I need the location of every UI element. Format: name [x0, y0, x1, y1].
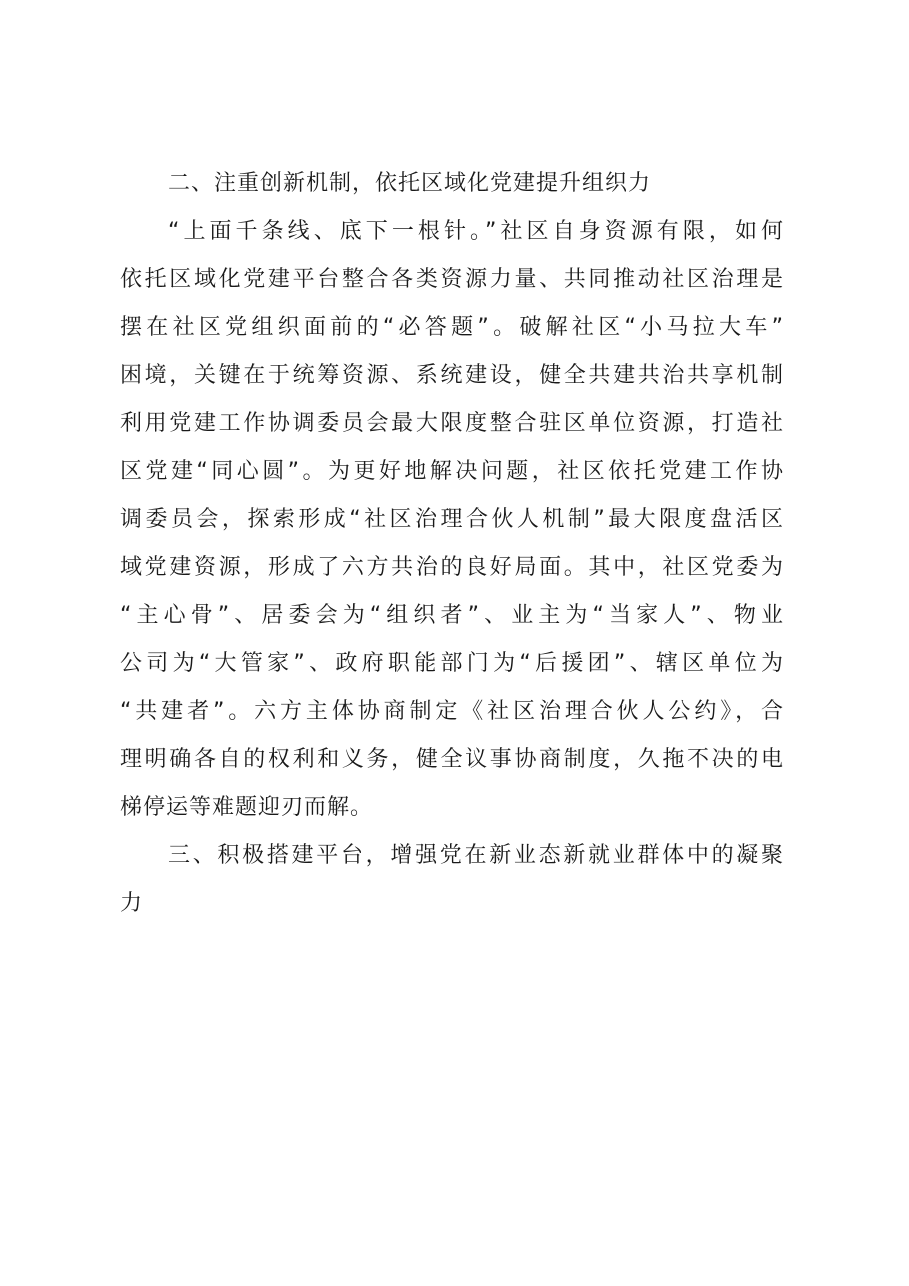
paragraph-line: 域党建资源，形成了六方共治的良好局面。其中，社区党委为 — [120, 555, 784, 580]
paragraph-line: 依托区域化党建平台整合各类资源力量、共同推动社区治理是 — [120, 267, 784, 292]
paragraph-line: 公司为“大管家”、政府职能部门为“后援团”、辖区单位为 — [120, 651, 784, 676]
paragraph-line: 梯停运等难题迎刃而解。 — [120, 795, 374, 820]
section-2-paragraph — [120, 208, 784, 832]
paragraph-line: 困境，关键在于统筹资源、系统建设，健全共建共治共享机制 — [120, 363, 784, 388]
paragraph-line: 调委员会，探索形成“社区治理合伙人机制”最大限度盘活区 — [120, 507, 784, 532]
paragraph-line: “上面千条线、底下一根针。”社区自身资源有限，如何 — [168, 219, 784, 244]
paragraph-line: “主心骨”、居委会为“组织者”、业主为“当家人”、物业 — [120, 603, 784, 628]
paragraph-line: 理明确各自的权利和义务，健全议事协商制度，久拖不决的电 — [120, 747, 784, 772]
section-3-heading-line: 三、积极搭建平台，增强党在新业态新就业群体中的凝聚 — [168, 843, 784, 868]
paragraph-line: 区党建“同心圆”。为更好地解决问题，社区依托党建工作协 — [120, 459, 784, 484]
section-2-heading: 二、注重创新机制，依托区域化党建提升组织力 — [168, 171, 652, 196]
section-3-heading — [120, 832, 784, 928]
paragraph-line: “共建者”。六方主体协商制定《社区治理合伙人公约》，合 — [120, 699, 784, 724]
paragraph-line: 摆在社区党组织面前的“必答题”。破解社区“小马拉大车” — [120, 315, 784, 340]
section-3-heading-line: 力 — [120, 891, 144, 916]
paragraph-line: 利用党建工作协调委员会最大限度整合驻区单位资源，打造社 — [120, 411, 784, 436]
document-page — [120, 160, 784, 928]
